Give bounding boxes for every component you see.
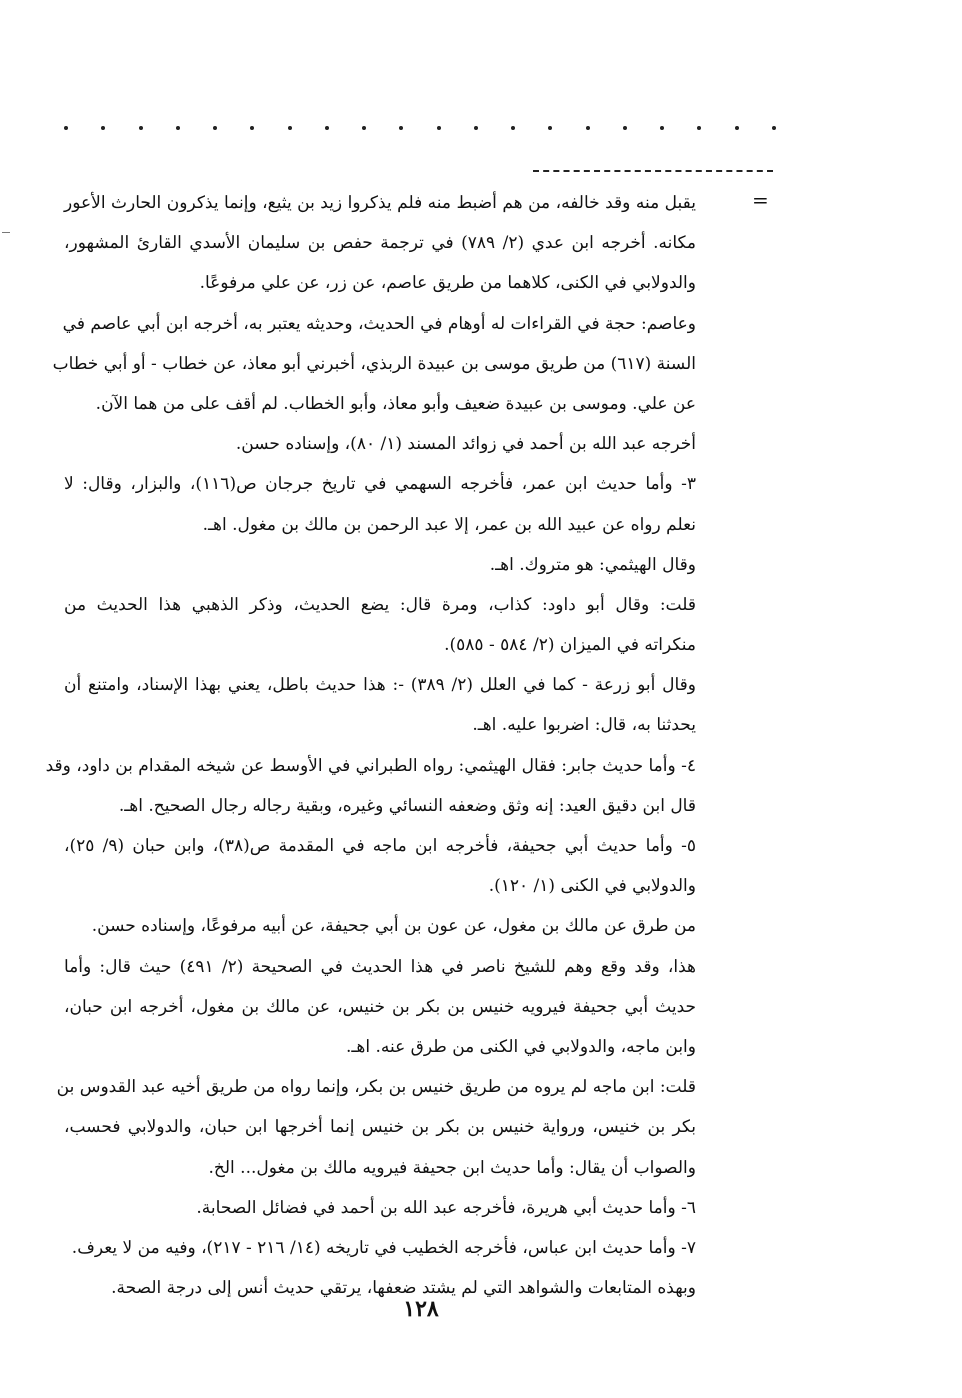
- header-dot: [399, 126, 403, 130]
- text-line: من طرق عن مالك بن مغول، عن عون بن أبي جحيفة، عن أبيه مرفوعًا، وإسناده حسن.: [91, 916, 696, 937]
- header-dot: [250, 126, 254, 130]
- text-line: وعاصم: حجة في القراءات له أوهام في الحديث، وحديثه يعتبر به، أخرجه ابن أبي عاصم في: [62, 313, 696, 334]
- header-dotted-rule: [64, 118, 776, 138]
- page-number: ١٢٨: [403, 1296, 439, 1322]
- text-line: ٣- وأما حديث ابن عمر، فأخرجه السهمي في تاريخ جرجان ص(١١٦)، والبزار، وقال: لا: [64, 474, 696, 495]
- text-line: قلت: ابن ماجه لم يروه من طريق خنيس بن بكر، وإنما رواه من طريق أخيه عبد القدوس بن: [56, 1077, 696, 1098]
- text-line: والدولابي في الكنى (١/ ١٢٠).: [488, 876, 696, 897]
- text-line: وقال أبو زرعة - كما في العلل (٢/ ٣٨٩) -: هذا حديث باطل، يعني بهذا الإسناد، وامتنع أن: [64, 675, 696, 696]
- text-line: أخرجه عبد الله بن أحمد في زوائد المسند (١/ ٨٠)، وإسناده حسن.: [235, 434, 696, 455]
- header-dot: [548, 126, 552, 130]
- text-line: بكر بن خنيس، ورواية خنيس بن بكر بن خنيس إنما أخرجها ابن حبان، والدولابي فحسب،: [64, 1117, 696, 1138]
- header-dot: [772, 126, 776, 130]
- text-line: السنة (٦١٧) من طريق موسى بن عبيدة الربذي، أخبرني أبو معاذ، عن خطاب - أو أبي خطاب: [52, 353, 696, 374]
- text-line: ٧- وأما حديث ابن عباس، فأخرجه الخطيب في تاريخه (١٤/ ٢١٦ - ٢١٧)، وفيه من لا يعرف.: [71, 1237, 696, 1258]
- text-line: ٤- وأما حديث جابر: فقال الهيثمي: رواه الطبراني في الأوسط عن شيخه المقدام بن داود، وقد: [45, 755, 696, 776]
- text-line: وبهذه المتابعات والشواهد التي لم يشتد ضعفها، يرتقي حديث أنس إلى درجة الصحة.: [111, 1278, 696, 1299]
- header-dot: [474, 126, 478, 130]
- text-line: هذا، وقد وقع وهم للشيخ ناصر في هذا الحديث في الصحيحة (٢/ ٤٩١) حيث قال: وأما: [64, 956, 697, 977]
- text-line: وقال الهيثمي: هو متروك. اهـ.: [489, 554, 696, 575]
- text-line: ٥- وأما حديث أبي جحيفة، فأخرجه ابن ماجه في المقدمة ص(٣٨)، وابن حبان (٩/ ٢٥)،: [64, 836, 696, 856]
- header-dot: [623, 126, 627, 130]
- header-dot: [213, 126, 217, 130]
- header-dot: [64, 126, 68, 130]
- text-line: والصواب أن يقال: وأما حديث ابن جحيفة فيرويه مالك بن مغول... الخ.: [208, 1157, 696, 1178]
- text-line: والدولابي في الكنى، كلاهما من طريق عاصم، عن زر، عن علي مرفوعًا.: [199, 273, 696, 294]
- header-dot: [325, 126, 329, 130]
- header-dot: [176, 126, 180, 130]
- text-line: يقبل منه وقد خالفه، من هم أضبط منه فلم يذكروا زيد بن يثيع، وإنما يذكرون الحارث الأعور: [64, 193, 696, 213]
- text-line: قال ابن دقيق العيد: إنه وثق وضعفه النسائي وغيره، وبقية رجاله رجال الصحيح. اهـ.: [118, 795, 696, 816]
- text-line: حديث أبي جحيفة فيرويه خنيس بن بكر بن خنيس، عن مالك بن مغول، أخرجه ابن حبان،: [64, 996, 696, 1017]
- header-dot: [437, 126, 441, 130]
- text-line: مكانه. أخرجه ابن عدي (٢/ ٧٨٩) في ترجمة حفص بن سليمان الأسدي القارئ المشهور،: [64, 233, 696, 254]
- header-dot: [288, 126, 292, 130]
- text-line: قلت: وقال أبو داود: كذاب، ومرة قال: يضع الحديث، وذكر الذهبي هذا الحديث من: [64, 594, 696, 615]
- header-dot: [511, 126, 515, 130]
- header-dot: [697, 126, 701, 130]
- text-line: نعلم رواه عن عبيد الله بن عمر، إلا عبد الرحمن بن مالك بن مغول. اهـ.: [202, 514, 696, 535]
- text-line: وابن ماجه، والدولابي في الكنى من طرق عنه. اهـ.: [346, 1036, 696, 1057]
- header-dot: [101, 126, 105, 130]
- text-line: ٦- وأما حديث أبي هريرة، فأخرجه عبد الله بن أحمد في فضائل الصحابة.: [196, 1197, 696, 1218]
- footnote-separator: [533, 170, 773, 172]
- footnote-body: [45, 183, 697, 1299]
- header-dot: [139, 126, 143, 130]
- continuation-mark: =: [752, 188, 769, 212]
- text-line: عن علي. وموسى بن عبيدة ضعيف وأبو معاذ، وأبو الخطاب. لم أقف على من هما الآن.: [95, 393, 696, 414]
- header-dot: [362, 126, 366, 130]
- header-dot: [586, 126, 590, 130]
- margin-tick: [2, 232, 10, 233]
- text-line: منكراته في الميزان (٢/ ٥٨٤ - ٥٨٥).: [444, 635, 696, 656]
- header-dot: [735, 126, 739, 130]
- text-line: يحدثنا به، قال: اضربوا عليه. اهـ.: [472, 715, 696, 736]
- header-dot: [660, 126, 664, 130]
